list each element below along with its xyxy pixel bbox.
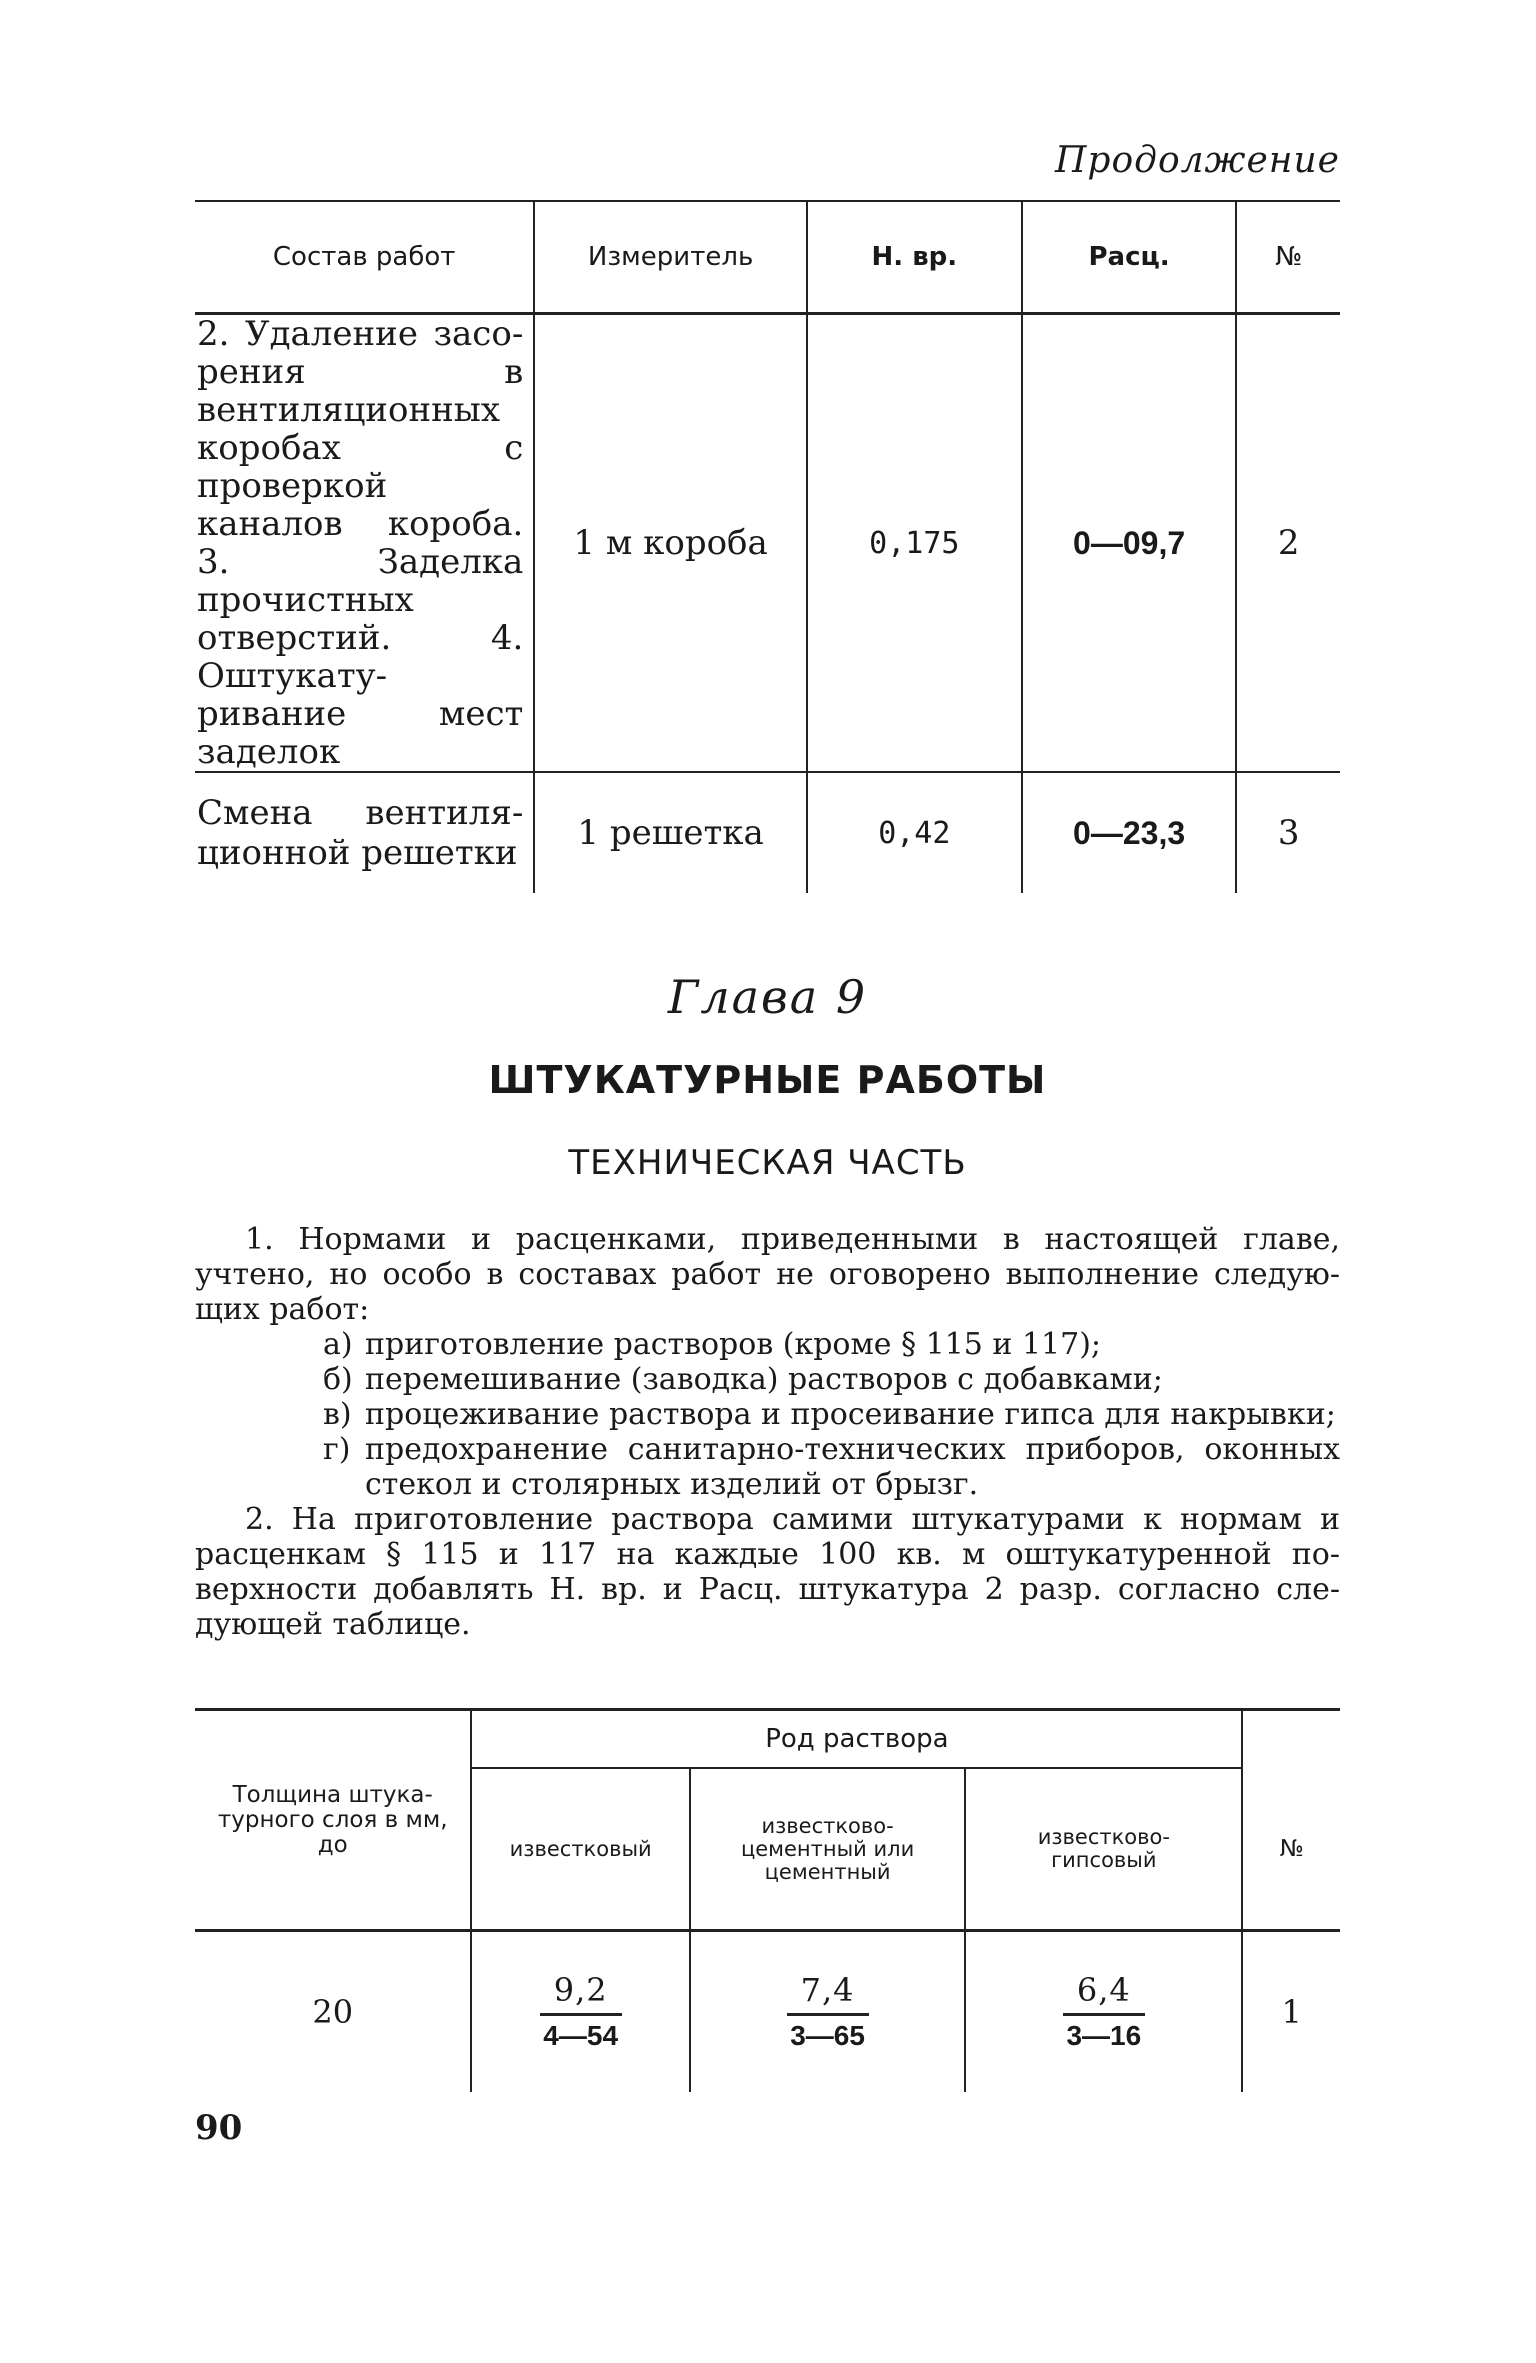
row-description: 2. Удаление засорения в вентиляционных коробах с проверкой каналов короба. 3. Заделка прочистных отверстий. 4. Оштукатуривание мест заделок — [197, 314, 524, 772]
technical-part-text — [195, 1222, 1340, 1642]
list-text: перемешивание (заводка) растворов с добавками; — [365, 1362, 1163, 1397]
table2-header-lime-cement — [690, 1768, 965, 1931]
list-text: предохранение санитарно-технических приборов, оконных стекол и столярных изделий от брызг. — [365, 1432, 1340, 1502]
table2-cell-lime — [471, 1931, 690, 2093]
paragraph-1: 1. Нормами и расценками, приведенными в настоящей главе, учтено, но особо в составах работ не оговорено выполнение следующих работ: — [195, 1222, 1340, 1327]
table1-cell-unit: 1 решетка — [534, 772, 807, 893]
fraction-price: 3—16 — [1066, 2020, 1142, 2051]
fraction — [787, 1971, 869, 2052]
table1-cell-number: 2 — [1236, 314, 1340, 773]
fraction-time: 9,2 — [540, 1971, 622, 2016]
list-marker: а) — [323, 1327, 353, 1362]
chapter-heading: Глава 9 — [667, 970, 868, 1024]
table1-cell-description — [195, 314, 534, 773]
list-item — [195, 1432, 1340, 1502]
table2-header-row — [195, 1710, 1340, 1769]
table1-header-composition: Состав работ — [195, 201, 534, 314]
table1-cell-description — [195, 772, 534, 893]
table1-cell-norm-time: 0,42 — [807, 772, 1022, 893]
mortar-table — [195, 1708, 1340, 2092]
table2-header-number — [1242, 1710, 1340, 1931]
section-title: ШТУКАТУРНЫЕ РАБОТЫ — [488, 1058, 1047, 1102]
fraction-price: 4—54 — [543, 2020, 619, 2051]
fraction — [540, 1971, 622, 2052]
lime-gypsum-text: известковогипсовый — [1037, 1825, 1170, 1872]
list-text: приготовление растворов (кроме § 115 и 117); — [365, 1327, 1102, 1362]
table2-cell-lime-gypsum — [965, 1931, 1242, 2093]
table2-cell-lime-cement — [690, 1931, 965, 2093]
table1-cell-price: 0—23,3 — [1022, 772, 1237, 893]
list-marker: в) — [323, 1397, 352, 1432]
table2-header-thickness — [195, 1710, 471, 1931]
thickness-header-text: Толщина штукатурного слоя в мм, до — [217, 1781, 448, 1858]
page-number: 90 — [195, 2108, 243, 2148]
table1-header-row — [195, 201, 1340, 314]
list-marker: г) — [323, 1432, 351, 1467]
table1-cell-price: 0—09,7 — [1022, 314, 1237, 773]
fraction-time: 7,4 — [787, 1971, 869, 2016]
table-row — [195, 1931, 1340, 2093]
table1-header-price: Расц. — [1022, 201, 1237, 314]
list-item — [195, 1397, 1340, 1432]
table2-header-lime: известковый — [471, 1768, 690, 1931]
table2-header-group: Род раствора — [471, 1710, 1242, 1769]
table1-cell-unit: 1 м короба — [534, 314, 807, 773]
page — [195, 0, 1340, 2363]
fraction — [1063, 1971, 1145, 2052]
list-item — [195, 1327, 1340, 1362]
table2-header-lime-gypsum — [965, 1768, 1242, 1931]
fraction-price: 3—65 — [790, 2020, 865, 2051]
list-item — [195, 1362, 1340, 1397]
table1-header-number: № — [1236, 201, 1340, 314]
list-text: процеживание раствора и просеивание гипса для накрывки; — [365, 1397, 1336, 1432]
number-header-text: № — [1279, 1836, 1304, 1862]
fraction-time: 6,4 — [1063, 1971, 1145, 2016]
work-composition-table — [195, 200, 1340, 893]
continuation-label: Продолжение — [1055, 140, 1340, 181]
table1-header-unit: Измеритель — [534, 201, 807, 314]
table-row — [195, 314, 1340, 773]
paragraph-2: 2. На приготовление раствора самими штукатурами к нормам и расценкам § 115 и 117 на каждые 100 кв. м оштукатуренной поверхности добавлять Н. вр. и Расц. штукатура 2 разр. согласно следующей таблице. — [195, 1502, 1340, 1642]
table1-header-norm-time: Н. вр. — [807, 201, 1022, 314]
table2-cell-number: 1 — [1242, 1931, 1340, 2093]
section-subtitle: ТЕХНИЧЕСКАЯ ЧАСТЬ — [568, 1143, 967, 1183]
table2-cell-thickness: 20 — [312, 1993, 354, 2031]
work-list — [195, 1327, 1340, 1502]
table1-cell-norm-time: 0,175 — [807, 314, 1022, 773]
lime-cement-text: известковоцементный или цементный — [740, 1813, 915, 1884]
table1-cell-number: 3 — [1236, 772, 1340, 893]
list-marker: б) — [323, 1362, 353, 1397]
row-description: Смена вентиляционной решетки — [197, 793, 524, 873]
table-row — [195, 772, 1340, 893]
